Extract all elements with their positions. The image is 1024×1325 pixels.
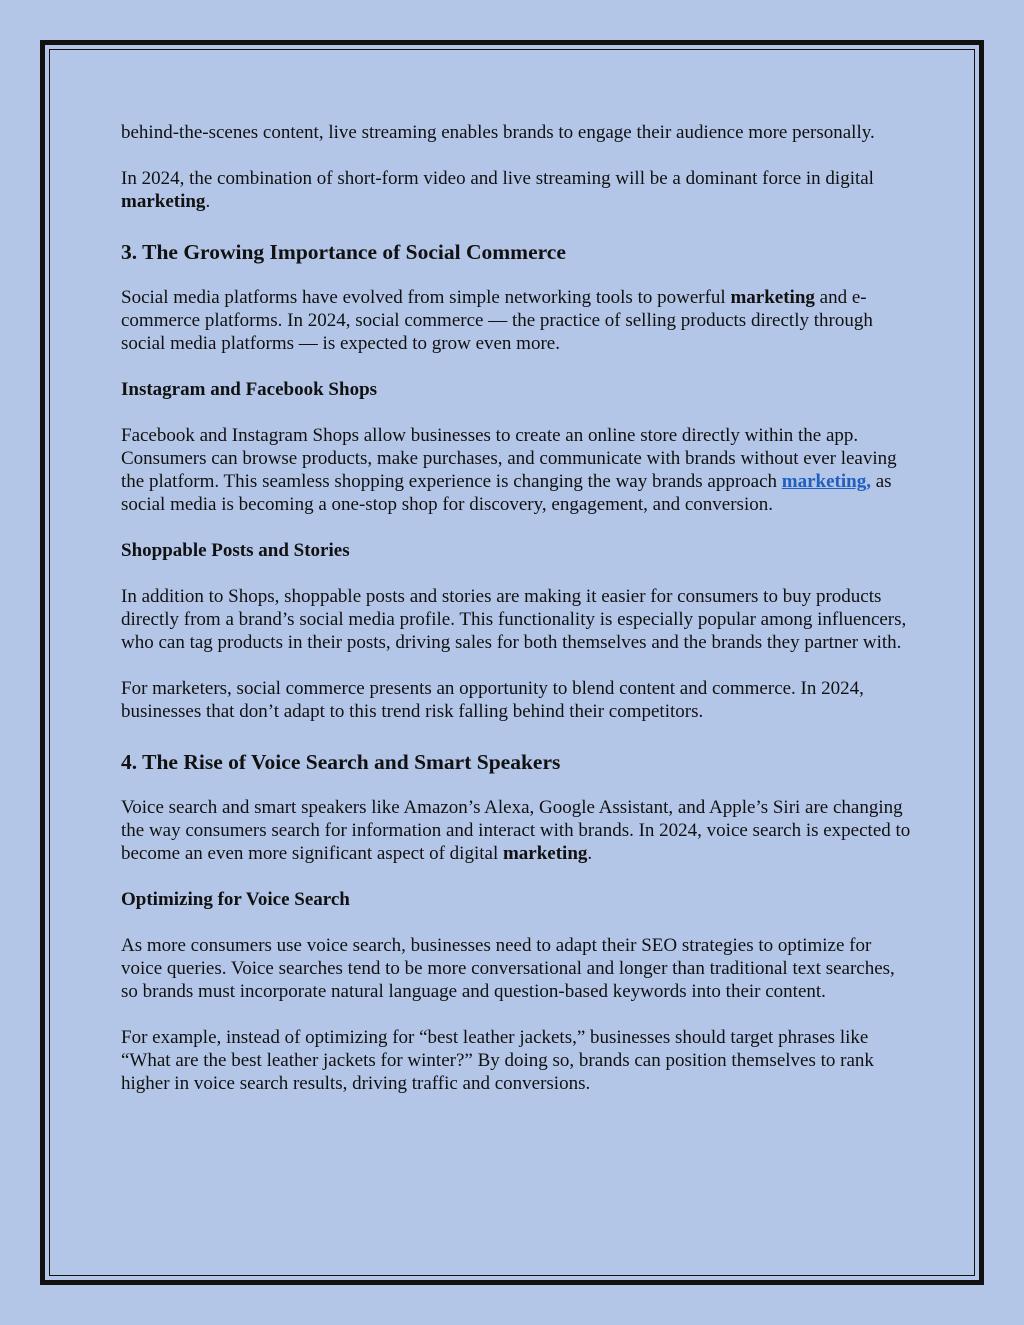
keyword-marketing: marketing: [502, 843, 588, 864]
paragraph-voice-search: Voice search and smart speakers like Amazon’s Alexa, Google Assistant, and Apple’s Siri are changing the way consumers search for information and interact with brands. In 2024, voice search is expected to become an even more significant aspect of digital marketing.: [121, 797, 911, 864]
subheading-shoppable-posts: Shoppable Posts and Stories: [121, 540, 350, 561]
keyword-marketing: marketing: [730, 287, 815, 308]
paragraph-social-commerce: Social media platforms have evolved from simple networking tools to powerful marketing and e-commerce platforms. In 2024, social commerce — the practice of selling products directly through social media platforms — is expected to grow even more.: [121, 287, 873, 354]
subheading-instagram-facebook-shops: Instagram and Facebook Shops: [121, 379, 378, 400]
paragraph-seo-strategies: As more consumers use voice search, businesses need to adapt their SEO strategies to optimize for voice queries. Voice searches tend to be more conversational and longer than traditional text searches, so brands must incorporate natural language and question-based keywords into their content.: [121, 935, 895, 1002]
heading-voice-search: 4. The Rise of Voice Search and Smart Speakers: [121, 750, 561, 774]
paragraph-shops: Facebook and Instagram Shops allow businesses to create an online store directly within the app. Consumers can browse products, make purchases, and communicate with brands without ever leaving the platform. This seamless shopping experience is changing the way brands approach marketing, as social media is becoming a one-stop shop for discovery, engagement, and conversion.: [121, 425, 897, 515]
keyword-marketing: marketing: [121, 191, 206, 212]
document-body: [121, 121, 911, 1118]
heading-social-commerce: 3. The Growing Importance of Social Commerce: [121, 240, 566, 264]
marketing-link[interactable]: marketing,: [781, 471, 871, 492]
paragraph-live-streaming: behind-the-scenes content, live streaming enables brands to engage their audience more personally.: [121, 122, 875, 143]
paragraph-example: For example, instead of optimizing for “best leather jackets,” businesses should target phrases like “What are the best leather jackets for winter?” By doing so, brands can position themselves to rank higher in voice search results, driving traffic and conversions.: [121, 1027, 874, 1094]
paragraph-shoppable: In addition to Shops, shoppable posts and stories are making it easier for consumers to buy products directly from a brand’s social media profile. This functionality is especially popular among influencers, who can tag products in their posts, driving sales for both themselves and the brands they partner with.: [121, 586, 907, 653]
paragraph-2024-video: In 2024, the combination of short-form video and live streaming will be a dominant force in digital marketing.: [121, 168, 874, 212]
paragraph-marketers: For marketers, social commerce presents an opportunity to blend content and commerce. In 2024, businesses that don’t adapt to this trend risk falling behind their competitors.: [121, 678, 864, 722]
subheading-optimizing-voice: Optimizing for Voice Search: [121, 889, 350, 910]
